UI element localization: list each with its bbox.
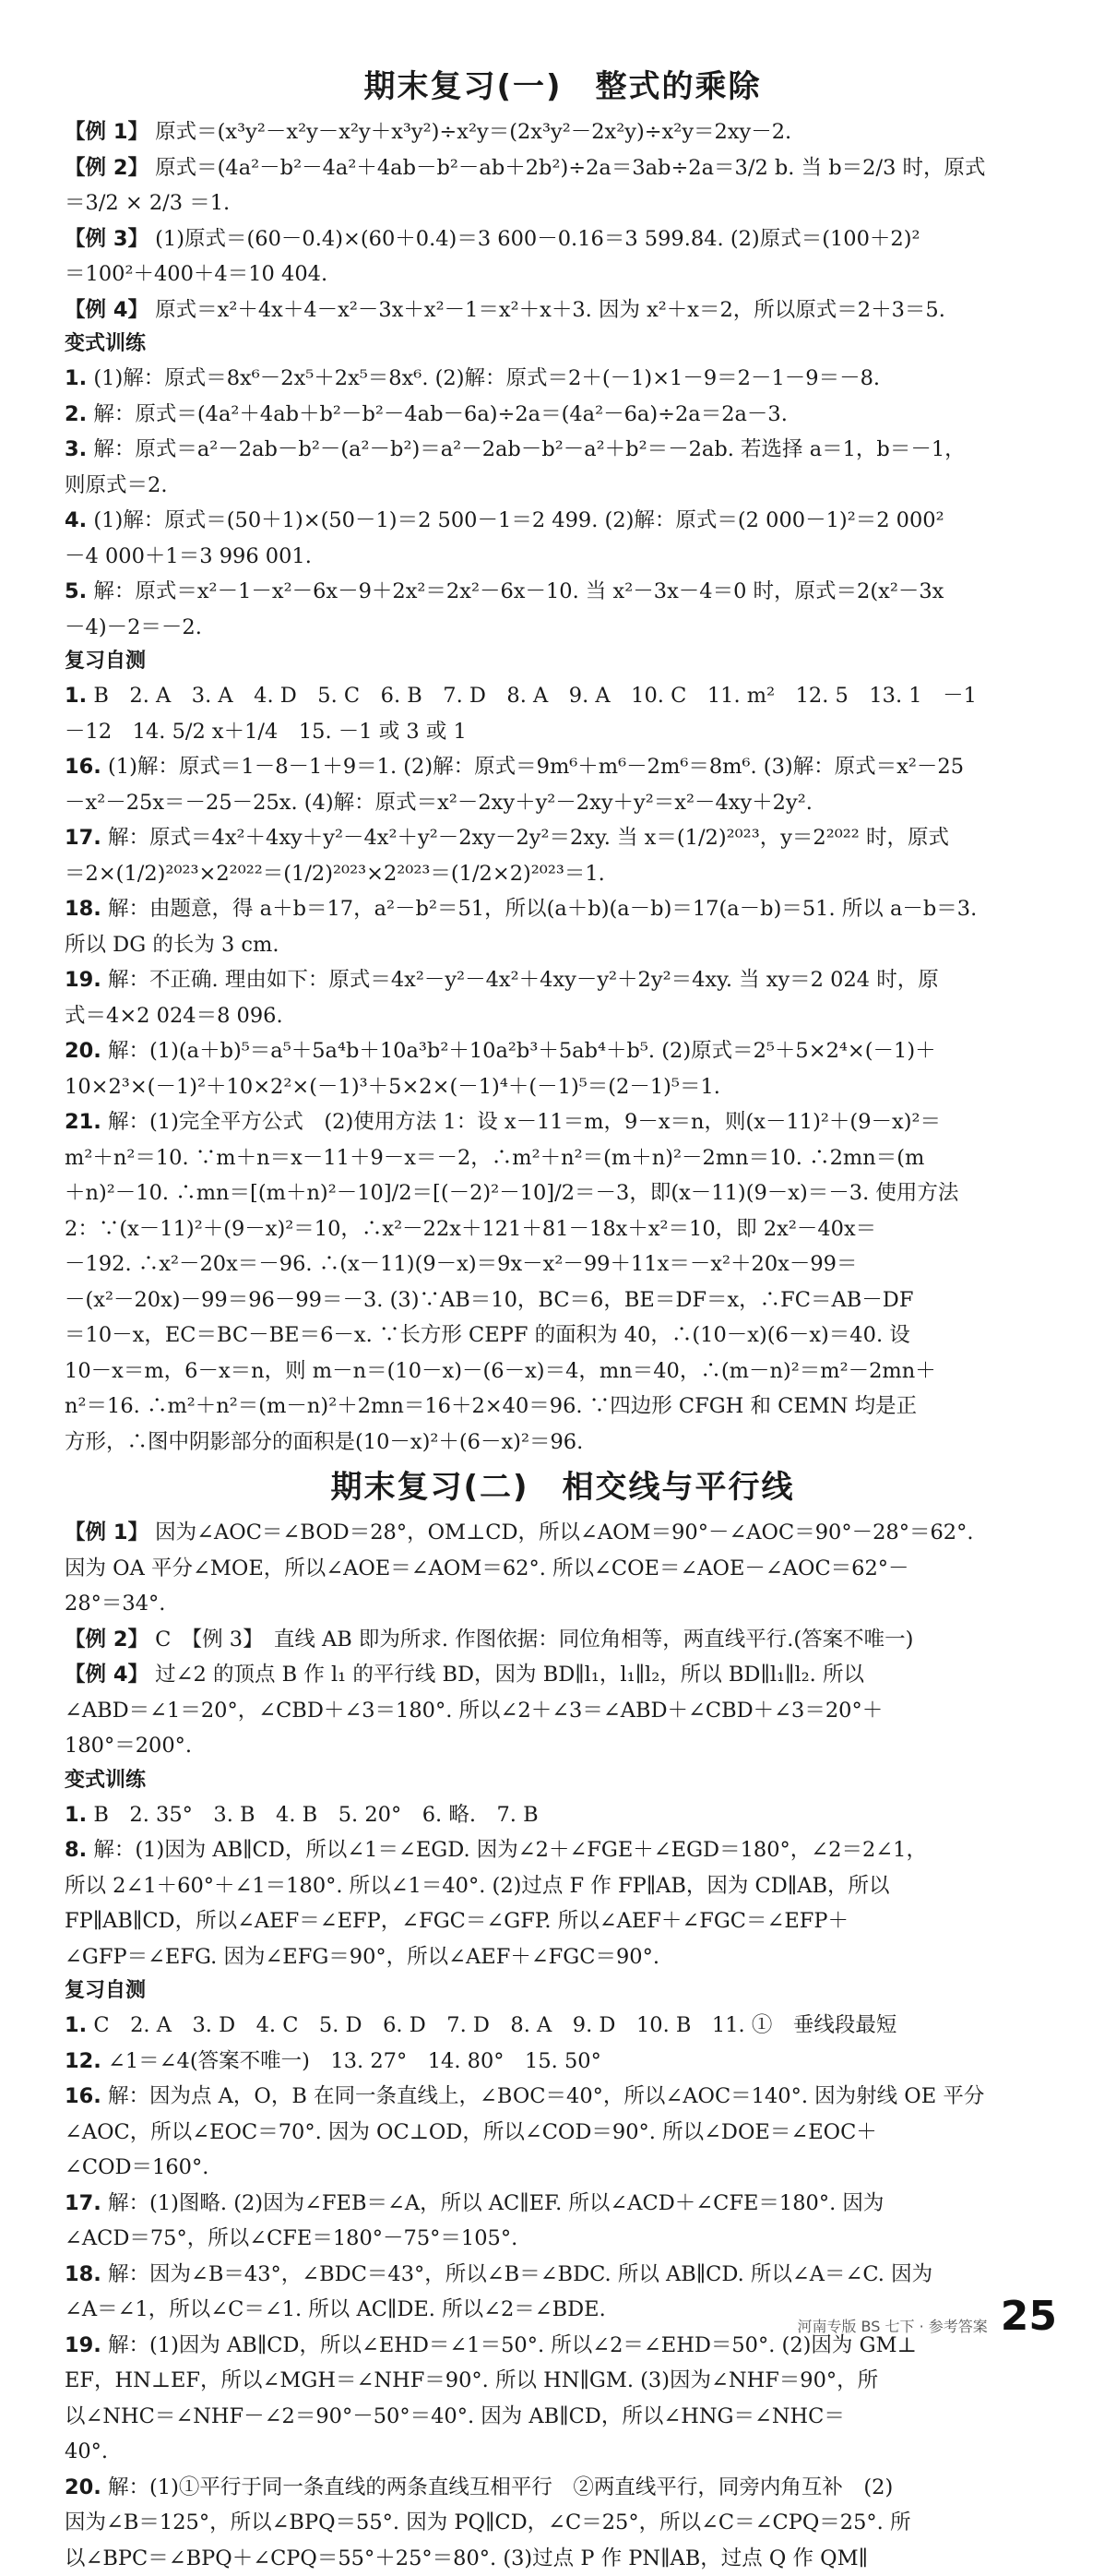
- answer-text: 解：(1)完全平方公式 (2)使用方法 1：设 x－11＝m，9－x＝n，则(x－11)²＋(9－x)²＝: [108, 1110, 941, 1134]
- answer-text: 解：不正确. 理由如下：原式＝4x²－y²－4x²＋4xy－y²＋2y²＝4xy. 当 xy＝2 024 时，原: [108, 968, 939, 992]
- answer-line: [65, 714, 1061, 750]
- answer-text: －12 14. 5/2 x＋1/4 15. －1 或 3 或 1: [65, 720, 467, 744]
- answer-line: [65, 678, 1061, 714]
- answer-line: [65, 150, 1061, 186]
- answer-text: ＝3/2 × 2/3 ＝1.: [65, 191, 230, 215]
- answer-line: [65, 2044, 1061, 2080]
- answer-line: [65, 1693, 1061, 1729]
- answer-text: 解：因为点 A，O，B 在同一条直线上，∠BOC＝40°，所以∠AOC＝140°. 因为射线 OE 平分: [108, 2084, 984, 2108]
- answer-line: [65, 927, 1061, 963]
- item-label: 【例 4】: [65, 1663, 148, 1687]
- answer-line: [65, 1318, 1061, 1354]
- answer-line: [65, 1939, 1061, 1975]
- answer-line: [65, 432, 1061, 468]
- answer-text: 解：(1)因为 AB∥CD，所以∠1＝∠EGD. 因为∠2＋∠FGE＋∠EGD＝180°，∠2＝2∠1，: [93, 1838, 927, 1862]
- answer-line: [65, 2257, 1061, 2293]
- answer-text: ∠A＝∠1，所以∠C＝∠1. 所以 AC∥DE. 所以∠2＝∠BDE.: [65, 2297, 606, 2321]
- section1-drill: [65, 361, 1061, 645]
- answer-line: [65, 1246, 1061, 1282]
- answer-text: 解：(1)图略. (2)因为∠FEB＝∠A，所以 AC∥EF. 所以∠ACD＋∠CFE＝180°. 因为: [108, 2191, 884, 2215]
- answer-line: [65, 2470, 1061, 2506]
- answer-text: 解：原式＝(4a²＋4ab＋b²－b²－4ab－6a)÷2a＝(4a²－6a)÷2a＝2a－3.: [93, 402, 788, 426]
- answer-line: [65, 856, 1061, 892]
- answer-text: B 2. A 3. A 4. D 5. C 6. B 7. D 8. A 9. A 10. C 11. m² 12. 5 13. 1 －1: [93, 684, 977, 708]
- answer-line: [65, 1657, 1061, 1693]
- answer-text: －192. ∴x²－20x＝－96. ∴(x－11)(9－x)＝9x－x²－99＋11x＝－x²＋20x－99＝: [65, 1252, 857, 1276]
- answer-line: [65, 2150, 1061, 2186]
- answer-line: [65, 785, 1061, 821]
- drill-heading-1: 变式训练: [65, 328, 1061, 361]
- item-label: 2.: [65, 402, 87, 426]
- answer-text: 所以 DG 的长为 3 cm.: [65, 933, 279, 957]
- answer-text: ＝2×(1/2)²⁰²³×2²⁰²²＝(1/2)²⁰²³×2²⁰²³＝(1/2×2)²⁰²³＝1.: [65, 862, 605, 886]
- answer-text: 10－x＝m，6－x＝n，则 m－n＝(10－x)－(6－x)＝4，mn＝40，∴(m－n)²＝m²－2mn＋: [65, 1359, 936, 1383]
- answer-line: [65, 185, 1061, 221]
- answer-line: [65, 1515, 1061, 1551]
- item-label: 【例 2】: [65, 1628, 148, 1652]
- drill-heading-2: 变式训练: [65, 1764, 1061, 1797]
- item-label: 4.: [65, 508, 87, 532]
- answer-text: 解：(1)①平行于同一条直线的两条直线互相平行 ②两直线平行，同旁内角互补 (2): [108, 2475, 893, 2499]
- answer-text: 以∠NHC＝∠NHF－∠2＝90°－50°＝40°. 因为 AB∥CD，所以∠HNG＝∠NHC＝: [65, 2404, 845, 2428]
- answer-text: ＝10－x，EC＝BC－BE＝6－x. ∵长方形 CEPF 的面积为 40，∴(10－x)(6－x)＝40. 设: [65, 1323, 910, 1347]
- answer-text: ∠ACD＝75°，所以∠CFE＝180°－75°＝105°.: [65, 2226, 517, 2250]
- answer-text: ∠GFP＝∠EFG. 因为∠EFG＝90°，所以∠AEF＋∠FGC＝90°.: [65, 1945, 659, 1969]
- answer-line: [65, 114, 1061, 150]
- answer-line: [65, 962, 1061, 998]
- answer-text: 解：(1)(a＋b)⁵＝a⁵＋5a⁴b＋10a³b²＋10a²b³＋5ab⁴＋b⁵. (2)原式＝2⁵＋5×2⁴×(－1)＋: [108, 1039, 936, 1063]
- answer-text: 解：(1)因为 AB∥CD，所以∠EHD＝∠1＝50°. 所以∠2＝∠EHD＝50°. (2)因为 GM⊥: [108, 2333, 917, 2357]
- answer-line: [65, 2221, 1061, 2257]
- answer-text: ∠1＝∠4(答案不唯一) 13. 27° 14. 80° 15. 50°: [108, 2049, 601, 2073]
- answer-text: －4)－2＝－2.: [65, 615, 202, 639]
- answer-text: (1)解：原式＝8x⁶－2x⁵＋2x⁵＝8x⁶. (2)解：原式＝2＋(－1)×1－9＝2－1－9＝－8.: [93, 366, 880, 390]
- item-label: 1.: [65, 684, 87, 708]
- item-label: 20.: [65, 1039, 101, 1063]
- answer-text: 方形，∴图中阴影部分的面积是(10－x)²＋(6－x)²＝96.: [65, 1430, 583, 1454]
- section1-examples: [65, 114, 1061, 328]
- page-number: 25: [1001, 2296, 1057, 2338]
- answer-text: ∠AOC，所以∠EOC＝70°. 因为 OC⊥OD，所以∠COD＝90°. 所以∠DOE＝∠EOC＋: [65, 2120, 877, 2144]
- item-label: 18.: [65, 897, 101, 921]
- answer-line: [65, 1175, 1061, 1211]
- answer-line: [65, 221, 1061, 257]
- section-title-2: 期末复习(二) 相交线与平行线: [65, 1465, 1061, 1509]
- answer-text: B 2. 35° 3. B 4. B 5. 20° 6. 略. 7. B: [93, 1803, 538, 1827]
- answer-text: －4 000＋1＝3 996 001.: [65, 544, 312, 568]
- item-label: 【例 1】: [65, 1521, 148, 1544]
- answer-text: C 2. A 3. D 4. C 5. D 6. D 7. D 8. A 9. D 10. B 11. ① 垂线段最短: [93, 2013, 896, 2037]
- answer-page: [65, 65, 1061, 2576]
- item-label: 20.: [65, 2475, 101, 2499]
- answer-line: [65, 2505, 1061, 2541]
- item-label: 1.: [65, 2013, 87, 2037]
- answer-text: ＝100²＋400＋4＝10 404.: [65, 262, 327, 286]
- item-label: 17.: [65, 826, 101, 850]
- item-label: 18.: [65, 2262, 101, 2286]
- answer-line: [65, 1797, 1061, 1833]
- section2-examples: [65, 1515, 1061, 1764]
- answer-line: [65, 1622, 1061, 1658]
- answer-line: [65, 2399, 1061, 2435]
- answer-line: [65, 361, 1061, 397]
- answer-text: 过∠2 的顶点 B 作 l₁ 的平行线 BD，因为 BD∥l₁，l₁∥l₂，所以 BD∥l₁∥l₂. 所以: [155, 1663, 864, 1687]
- answer-line: [65, 1832, 1061, 1868]
- answer-line: [65, 468, 1061, 504]
- section-title-1: 期末复习(一) 整式的乘除: [65, 65, 1061, 109]
- answer-line: [65, 256, 1061, 292]
- answer-text: 解：因为∠B＝43°，∠BDC＝43°，所以∠B＝∠BDC. 所以 AB∥CD. 所以∠A＝∠C. 因为: [108, 2262, 932, 2286]
- item-label: 21.: [65, 1110, 101, 1134]
- answer-text: 原式＝(4a²－b²－4a²＋4ab－b²－ab＋2b²)÷2a＝3ab÷2a＝3/2 b. 当 b＝2/3 时，原式: [155, 156, 985, 180]
- answer-text: 所以 2∠1＋60°＋∠1＝180°. 所以∠1＝40°. (2)过点 F 作 FP∥AB，因为 CD∥AB，所以: [65, 1874, 890, 1898]
- answer-line: [65, 1389, 1061, 1425]
- item-label: 8.: [65, 1838, 87, 1862]
- answer-line: [65, 1354, 1061, 1389]
- answer-text: 原式＝x²＋4x＋4－x²－3x＋x²－1＝x²＋x＋3. 因为 x²＋x＝2，所以原式＝2＋3＝5.: [155, 298, 945, 322]
- item-label: 【例 3】: [65, 227, 148, 251]
- answer-line: [65, 292, 1061, 328]
- item-label: 19.: [65, 968, 101, 992]
- answer-line: [65, 1868, 1061, 1904]
- item-label: 19.: [65, 2333, 101, 2357]
- answer-line: [65, 2115, 1061, 2151]
- answer-text: EF，HN⊥EF，所以∠MGH＝∠NHF＝90°. 所以 HN∥GM. (3)因为∠NHF＝90°，所: [65, 2368, 878, 2392]
- answer-line: [65, 1728, 1061, 1764]
- answer-line: [65, 1033, 1061, 1069]
- answer-text: 则原式＝2.: [65, 473, 167, 497]
- answer-text: ∠ABD＝∠1＝20°，∠CBD＋∠3＝180°. 所以∠2＋∠3＝∠ABD＋∠CBD＋∠3＝20°＋: [65, 1699, 883, 1723]
- item-label: 16.: [65, 755, 101, 779]
- item-label: 【例 2】: [65, 156, 148, 180]
- item-label: 【例 4】: [65, 298, 148, 322]
- answer-text: 40°.: [65, 2439, 108, 2463]
- answer-text: m²＋n²＝10. ∵m＋n＝x－11＋9－x＝－2，∴m²＋n²＝(m＋n)²－2mn＝10. ∴2mn＝(m: [65, 1146, 924, 1170]
- item-label: 1.: [65, 366, 87, 390]
- answer-line: [65, 1903, 1061, 1939]
- answer-text: 解：由题意，得 a＋b＝17，a²－b²＝51，所以(a＋b)(a－b)＝17(a－b)＝51. 所以 a－b＝3.: [108, 897, 977, 921]
- answer-line: [65, 749, 1061, 785]
- answer-line: [65, 1211, 1061, 1247]
- answer-text: －(x²－20x)－99＝96－99＝－3. (3)∵AB＝10，BC＝6，BE＝DF＝x，∴FC＝AB－DF: [65, 1288, 913, 1312]
- answer-line: [65, 1282, 1061, 1318]
- item-label: 1.: [65, 1803, 87, 1827]
- item-label: 17.: [65, 2191, 101, 2215]
- answer-text: FP∥AB∥CD，所以∠AEF＝∠EFP，∠FGC＝∠GFP. 所以∠AEF＋∠FGC＝∠EFP＋: [65, 1909, 849, 1933]
- answer-text: 28°＝34°.: [65, 1592, 165, 1616]
- answer-text: －x²－25x＝－25－25x. (4)解：原式＝x²－2xy＋y²－2xy＋y²＝x²－4xy＋2y².: [65, 791, 813, 815]
- answer-line: [65, 1140, 1061, 1176]
- item-label: 3.: [65, 437, 87, 461]
- answer-line: [65, 1069, 1061, 1105]
- answer-text: 以∠BPC＝∠BPQ＋∠CPQ＝55°＋25°＝80°. (3)过点 P 作 PN∥AB，过点 Q 作 QM∥: [65, 2546, 868, 2570]
- answer-text: 原式＝(x³y²－x²y－x²y＋x³y²)÷x²y＝(2x³y²－2x²y)÷x²y＝2xy－2.: [155, 120, 791, 144]
- answer-line: [65, 1586, 1061, 1622]
- answer-text: C 【例 3】 直线 AB 即为所求. 作图依据：同位角相等，两直线平行.(答案不唯一): [155, 1628, 913, 1652]
- answer-text: 10×2³×(－1)²＋10×2²×(－1)³＋5×2×(－1)⁴＋(－1)⁵＝(2－1)⁵＝1.: [65, 1075, 720, 1099]
- answer-line: [65, 397, 1061, 433]
- answer-line: [65, 1551, 1061, 1587]
- item-label: 【例 1】: [65, 120, 148, 144]
- answer-line: [65, 503, 1061, 539]
- answer-line: [65, 2363, 1061, 2399]
- answer-line: [65, 539, 1061, 575]
- answer-line: [65, 2541, 1061, 2576]
- answer-text: 因为 OA 平分∠MOE，所以∠AOE＝∠AOM＝62°. 所以∠COE＝∠AOE－∠AOC＝62°－: [65, 1556, 909, 1580]
- answer-line: [65, 820, 1061, 856]
- answer-text: 因为∠AOC＝∠BOD＝28°，OM⊥CD，所以∠AOM＝90°－∠AOC＝90°－28°＝62°.: [155, 1521, 973, 1544]
- answer-text: (1)解：原式＝1－8－1＋9＝1. (2)解：原式＝9m⁶＋m⁶－2m⁶＝8m⁶. (3)解：原式＝x²－25: [108, 755, 964, 779]
- answer-line: [65, 2079, 1061, 2115]
- answer-text: 解：原式＝x²－1－x²－6x－9＋2x²＝2x²－6x－10. 当 x²－3x－4＝0 时，原式＝2(x²－3x: [93, 579, 944, 603]
- answer-line: [65, 1104, 1061, 1140]
- answer-text: 解：原式＝4x²＋4xy＋y²－4x²＋y²－2xy－2y²＝2xy. 当 x＝(1/2)²⁰²³，y＝2²⁰²² 时，原式: [108, 826, 949, 850]
- section2-drill: [65, 1797, 1061, 1975]
- answer-text: 解：原式＝a²－2ab－b²－(a²－b²)＝a²－2ab－b²－a²＋b²＝－2ab. 若选择 a＝1，b＝－1，: [93, 437, 965, 461]
- page-footer: [797, 2296, 1057, 2338]
- answer-text: (1)解：原式＝(50＋1)×(50－1)＝2 500－1＝2 499. (2)解：原式＝(2 000－1)²＝2 000²: [93, 508, 944, 532]
- review-heading-1: 复习自测: [65, 645, 1061, 678]
- review-heading-2: 复习自测: [65, 1974, 1061, 2008]
- answer-text: 2：∵(x－11)²＋(9－x)²＝10，∴x²－22x＋121＋81－18x＋x²＝10，即 2x²－40x＝: [65, 1217, 876, 1241]
- section1-review: [65, 678, 1061, 1460]
- answer-line: [65, 574, 1061, 610]
- answer-line: [65, 891, 1061, 927]
- answer-line: [65, 2186, 1061, 2222]
- answer-line: [65, 1425, 1061, 1461]
- item-label: 12.: [65, 2049, 101, 2073]
- answer-text: ＋n)²－10. ∴mn＝[(m＋n)²－10]/2＝[(－2)²－10]/2＝－3，即(x－11)(9－x)＝－3. 使用方法: [65, 1181, 958, 1205]
- answer-line: [65, 2434, 1061, 2470]
- answer-text: n²＝16. ∴m²＋n²＝(m－n)²＋2mn＝16＋2×40＝96. ∵四边形 CFGH 和 CEMN 均是正: [65, 1394, 917, 1418]
- answer-text: 因为∠B＝125°，所以∠BPQ＝55°. 因为 PQ∥CD，∠C＝25°，所以∠C＝∠CPQ＝25°. 所: [65, 2510, 910, 2534]
- answer-text: ∠COD＝160°.: [65, 2155, 208, 2179]
- footer-text: 河南专版 BS 七下 · 参考答案: [797, 2316, 987, 2338]
- answer-line: [65, 2008, 1061, 2044]
- answer-text: 式＝4×2 024＝8 096.: [65, 1004, 283, 1028]
- section2-review: [65, 2008, 1061, 2576]
- answer-line: [65, 610, 1061, 646]
- answer-text: (1)原式＝(60－0.4)×(60＋0.4)＝3 600－0.16＝3 599.84. (2)原式＝(100＋2)²: [155, 227, 920, 251]
- item-label: 16.: [65, 2084, 101, 2108]
- answer-line: [65, 998, 1061, 1034]
- answer-text: 180°＝200°.: [65, 1734, 192, 1758]
- item-label: 5.: [65, 579, 87, 603]
